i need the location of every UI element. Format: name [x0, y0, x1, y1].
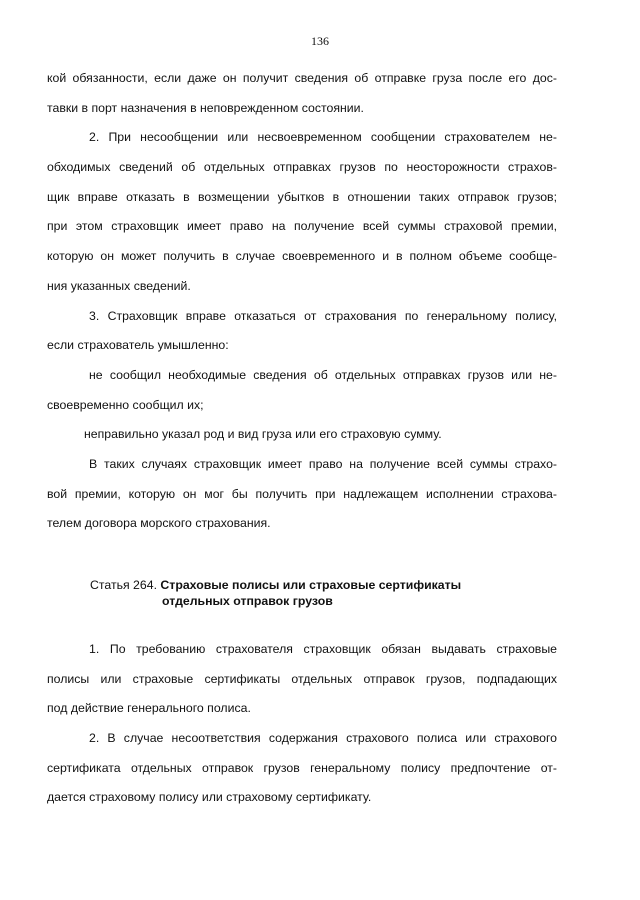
article-heading — [90, 577, 560, 609]
text-line: сертификата отдельных отправок грузов генеральному полису предпочтение от- — [47, 760, 557, 775]
text-line: если страхователь умышленно: — [47, 338, 229, 353]
text-line: вой премии, которую он мог бы получить при надлежащем исполнении страхова- — [47, 486, 557, 501]
text-line: неправильно указал род и вид груза или его страховую сумму. — [84, 427, 442, 442]
text-line: тавки в порт назначения в неповрежденном состоянии. — [47, 100, 364, 115]
text-line: телем договора морского страхования. — [47, 516, 271, 531]
text-line: 2. При несообщении или несвоевременном сообщении страхователем не- — [89, 130, 557, 145]
text-line: ния указанных сведений. — [47, 278, 191, 293]
text-line: под действие генерального полиса. — [47, 701, 251, 716]
article-title-continued: отдельных отправок грузов — [162, 594, 333, 608]
article-title: Страховые полисы или страховые сертификаты — [160, 578, 462, 592]
text-line: своевременно сообщил их; — [47, 397, 204, 412]
text-line: 1. По требованию страхователя страховщик обязан выдавать страховые — [89, 642, 557, 656]
body-text-block-1 — [47, 64, 557, 539]
text-line: полисы или страховые сертификаты отдельных отправок грузов, подпадающих — [47, 671, 557, 686]
text-line: при этом страховщик имеет право на получение всей суммы страховой премии, — [47, 219, 557, 234]
article-number: Статья 264. — [90, 578, 157, 592]
page-number: 136 — [311, 34, 329, 48]
text-line: не сообщил необходимые сведения об отдельных отправках грузов или не- — [89, 367, 557, 382]
body-text-block-2 — [47, 635, 557, 813]
text-line: 2. В случае несоответствия содержания страхового полиса или страхового — [89, 731, 557, 746]
text-line: дается страховому полису или страховому сертификату. — [47, 790, 372, 805]
text-line: 3. Страховщик вправе отказаться от страхования по генеральному полису, — [89, 308, 557, 323]
text-line: щик вправе отказать в возмещении убытков в отношении таких отправок грузов; — [47, 189, 557, 204]
text-line: кой обязанности, если даже он получит сведения об отправке груза после его дос- — [47, 71, 557, 85]
text-line: обходимых сведений об отдельных отправках грузов по неосторожности страхов- — [47, 160, 557, 175]
text-line: которую он может получить в случае своевременного и в полном объеме сообще- — [47, 249, 557, 264]
text-line: В таких случаях страховщик имеет право на получение всей суммы страхо- — [89, 456, 557, 471]
